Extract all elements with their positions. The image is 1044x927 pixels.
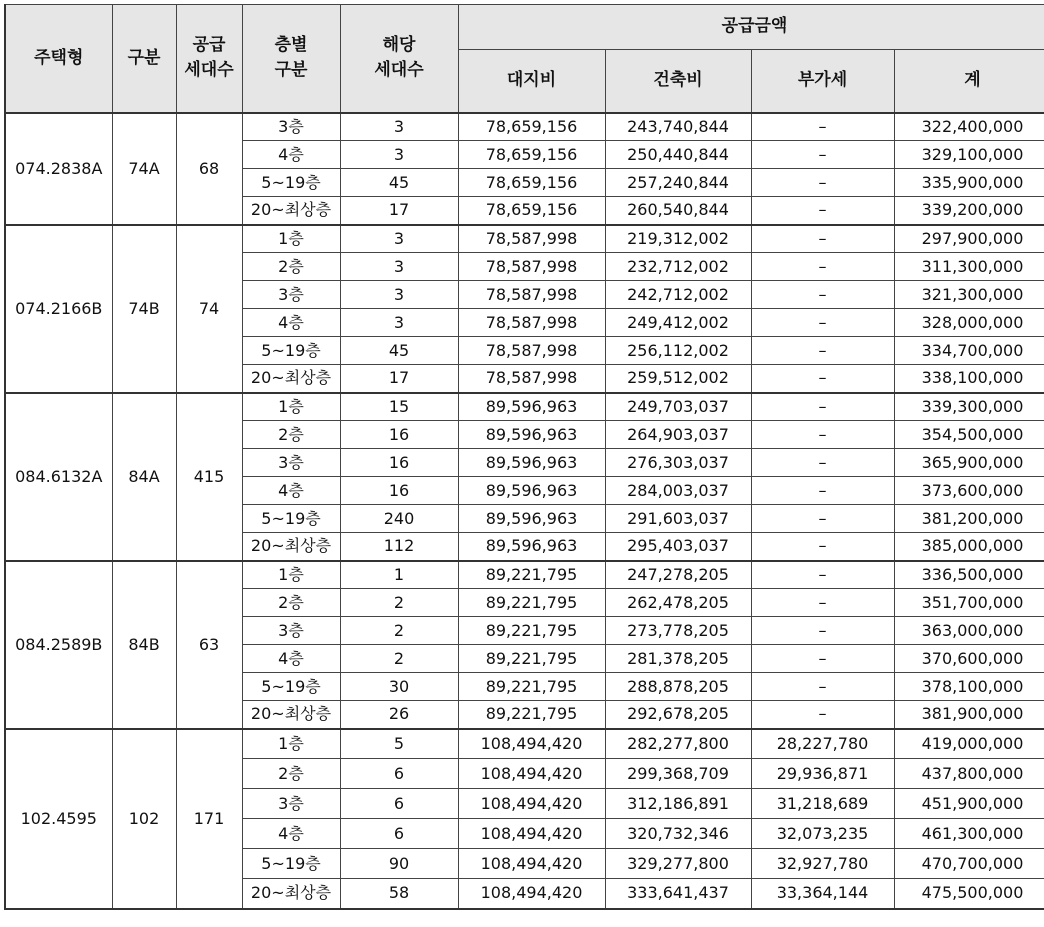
vat-cell: – (751, 113, 894, 141)
table-row (5, 113, 1044, 141)
class-cell: 74B (112, 225, 176, 393)
floor-cell: 1층 (242, 561, 340, 589)
header-building-cost: 건축비 (605, 50, 751, 113)
floor-cell: 4층 (242, 645, 340, 673)
land-cost-cell: 78,659,156 (458, 197, 605, 225)
units-cell: 3 (340, 309, 458, 337)
land-cost-cell: 108,494,420 (458, 729, 605, 759)
land-cost-cell: 78,587,998 (458, 365, 605, 393)
supply-units-cell: 63 (176, 561, 242, 729)
floor-cell: 4층 (242, 309, 340, 337)
vat-cell: – (751, 141, 894, 169)
housing-type-cell: 084.6132A (5, 393, 112, 561)
floor-cell: 20~최상층 (242, 533, 340, 561)
total-cell: 365,900,000 (894, 449, 1044, 477)
units-cell: 5 (340, 729, 458, 759)
building-cost-cell: 288,878,205 (605, 673, 751, 701)
vat-cell: – (751, 253, 894, 281)
building-cost-cell: 262,478,205 (605, 589, 751, 617)
building-cost-cell: 259,512,002 (605, 365, 751, 393)
building-cost-cell: 284,003,037 (605, 477, 751, 505)
header-housing-type: 주택형 (5, 5, 112, 113)
table-row (5, 225, 1044, 253)
units-cell: 58 (340, 879, 458, 909)
table-row (5, 393, 1044, 421)
floor-cell: 5~19층 (242, 849, 340, 879)
total-cell: 381,200,000 (894, 505, 1044, 533)
units-cell: 3 (340, 113, 458, 141)
building-cost-cell: 257,240,844 (605, 169, 751, 197)
land-cost-cell: 89,596,963 (458, 421, 605, 449)
vat-cell: – (751, 701, 894, 729)
header-units: 해당 세대수 (340, 5, 458, 113)
vat-cell: – (751, 309, 894, 337)
vat-cell: – (751, 505, 894, 533)
floor-cell: 20~최상층 (242, 879, 340, 909)
land-cost-cell: 78,659,156 (458, 169, 605, 197)
units-cell: 26 (340, 701, 458, 729)
land-cost-cell: 89,221,795 (458, 617, 605, 645)
land-cost-cell: 89,596,963 (458, 533, 605, 561)
total-cell: 328,000,000 (894, 309, 1044, 337)
building-cost-cell: 249,703,037 (605, 393, 751, 421)
total-cell: 381,900,000 (894, 701, 1044, 729)
header-supply-units: 공급 세대수 (176, 5, 242, 113)
total-cell: 338,100,000 (894, 365, 1044, 393)
floor-cell: 4층 (242, 141, 340, 169)
land-cost-cell: 89,596,963 (458, 505, 605, 533)
land-cost-cell: 108,494,420 (458, 819, 605, 849)
vat-cell: – (751, 561, 894, 589)
units-cell: 16 (340, 449, 458, 477)
header-class: 구분 (112, 5, 176, 113)
floor-cell: 5~19층 (242, 505, 340, 533)
floor-cell: 20~최상층 (242, 701, 340, 729)
land-cost-cell: 108,494,420 (458, 759, 605, 789)
land-cost-cell: 89,596,963 (458, 477, 605, 505)
supply-units-cell: 68 (176, 113, 242, 225)
building-cost-cell: 250,440,844 (605, 141, 751, 169)
supply-price-table-container (4, 4, 1044, 910)
units-cell: 17 (340, 197, 458, 225)
building-cost-cell: 276,303,037 (605, 449, 751, 477)
total-cell: 297,900,000 (894, 225, 1044, 253)
total-cell: 335,900,000 (894, 169, 1044, 197)
vat-cell: – (751, 673, 894, 701)
floor-cell: 5~19층 (242, 337, 340, 365)
vat-cell: 29,936,871 (751, 759, 894, 789)
land-cost-cell: 89,221,795 (458, 645, 605, 673)
units-cell: 2 (340, 645, 458, 673)
total-cell: 451,900,000 (894, 789, 1044, 819)
floor-cell: 20~최상층 (242, 197, 340, 225)
floor-cell: 2층 (242, 759, 340, 789)
building-cost-cell: 282,277,800 (605, 729, 751, 759)
floor-cell: 3층 (242, 449, 340, 477)
total-cell: 329,100,000 (894, 141, 1044, 169)
total-cell: 321,300,000 (894, 281, 1044, 309)
building-cost-cell: 264,903,037 (605, 421, 751, 449)
total-cell: 373,600,000 (894, 477, 1044, 505)
vat-cell: 32,073,235 (751, 819, 894, 849)
floor-cell: 3층 (242, 281, 340, 309)
class-cell: 74A (112, 113, 176, 225)
units-cell: 3 (340, 281, 458, 309)
supply-units-cell: 415 (176, 393, 242, 561)
units-cell: 6 (340, 759, 458, 789)
class-cell: 84A (112, 393, 176, 561)
total-cell: 378,100,000 (894, 673, 1044, 701)
class-cell: 84B (112, 561, 176, 729)
land-cost-cell: 78,587,998 (458, 337, 605, 365)
land-cost-cell: 78,587,998 (458, 225, 605, 253)
floor-cell: 1층 (242, 225, 340, 253)
floor-cell: 20~최상층 (242, 365, 340, 393)
vat-cell: – (751, 225, 894, 253)
floor-cell: 5~19층 (242, 673, 340, 701)
floor-cell: 1층 (242, 729, 340, 759)
building-cost-cell: 320,732,346 (605, 819, 751, 849)
units-cell: 3 (340, 225, 458, 253)
housing-type-cell: 074.2838A (5, 113, 112, 225)
floor-cell: 3층 (242, 617, 340, 645)
land-cost-cell: 89,596,963 (458, 393, 605, 421)
floor-cell: 2층 (242, 253, 340, 281)
vat-cell: – (751, 645, 894, 673)
floor-cell: 5~19층 (242, 169, 340, 197)
building-cost-cell: 291,603,037 (605, 505, 751, 533)
vat-cell: – (751, 589, 894, 617)
vat-cell: 32,927,780 (751, 849, 894, 879)
total-cell: 311,300,000 (894, 253, 1044, 281)
building-cost-cell: 295,403,037 (605, 533, 751, 561)
header-land-cost: 대지비 (458, 50, 605, 113)
land-cost-cell: 89,221,795 (458, 673, 605, 701)
units-cell: 3 (340, 253, 458, 281)
building-cost-cell: 333,641,437 (605, 879, 751, 909)
header-floor: 층별 구분 (242, 5, 340, 113)
land-cost-cell: 89,221,795 (458, 589, 605, 617)
table-header (5, 5, 1044, 113)
total-cell: 437,800,000 (894, 759, 1044, 789)
units-cell: 30 (340, 673, 458, 701)
units-cell: 17 (340, 365, 458, 393)
units-cell: 6 (340, 819, 458, 849)
land-cost-cell: 78,587,998 (458, 253, 605, 281)
total-cell: 351,700,000 (894, 589, 1044, 617)
class-cell: 102 (112, 729, 176, 909)
table-row (5, 561, 1044, 589)
header-supply-price: 공급금액 (458, 5, 1044, 50)
building-cost-cell: 242,712,002 (605, 281, 751, 309)
total-cell: 470,700,000 (894, 849, 1044, 879)
land-cost-cell: 108,494,420 (458, 849, 605, 879)
units-cell: 1 (340, 561, 458, 589)
units-cell: 240 (340, 505, 458, 533)
building-cost-cell: 292,678,205 (605, 701, 751, 729)
housing-type-cell: 074.2166B (5, 225, 112, 393)
total-cell: 461,300,000 (894, 819, 1044, 849)
vat-cell: – (751, 393, 894, 421)
land-cost-cell: 78,659,156 (458, 113, 605, 141)
header-total: 계 (894, 50, 1044, 113)
land-cost-cell: 78,659,156 (458, 141, 605, 169)
vat-cell: 31,218,689 (751, 789, 894, 819)
total-cell: 385,000,000 (894, 533, 1044, 561)
total-cell: 354,500,000 (894, 421, 1044, 449)
units-cell: 112 (340, 533, 458, 561)
building-cost-cell: 273,778,205 (605, 617, 751, 645)
building-cost-cell: 219,312,002 (605, 225, 751, 253)
building-cost-cell: 281,378,205 (605, 645, 751, 673)
total-cell: 363,000,000 (894, 617, 1044, 645)
building-cost-cell: 256,112,002 (605, 337, 751, 365)
total-cell: 475,500,000 (894, 879, 1044, 909)
units-cell: 90 (340, 849, 458, 879)
total-cell: 419,000,000 (894, 729, 1044, 759)
housing-type-cell: 084.2589B (5, 561, 112, 729)
floor-cell: 2층 (242, 589, 340, 617)
floor-cell: 1층 (242, 393, 340, 421)
land-cost-cell: 78,587,998 (458, 281, 605, 309)
units-cell: 3 (340, 141, 458, 169)
building-cost-cell: 260,540,844 (605, 197, 751, 225)
total-cell: 370,600,000 (894, 645, 1044, 673)
total-cell: 334,700,000 (894, 337, 1044, 365)
building-cost-cell: 247,278,205 (605, 561, 751, 589)
housing-type-cell: 102.4595 (5, 729, 112, 909)
building-cost-cell: 329,277,800 (605, 849, 751, 879)
total-cell: 322,400,000 (894, 113, 1044, 141)
floor-cell: 3층 (242, 113, 340, 141)
units-cell: 15 (340, 393, 458, 421)
vat-cell: – (751, 197, 894, 225)
land-cost-cell: 89,596,963 (458, 449, 605, 477)
floor-cell: 2층 (242, 421, 340, 449)
land-cost-cell: 108,494,420 (458, 879, 605, 909)
total-cell: 339,300,000 (894, 393, 1044, 421)
total-cell: 339,200,000 (894, 197, 1044, 225)
units-cell: 16 (340, 477, 458, 505)
building-cost-cell: 312,186,891 (605, 789, 751, 819)
supply-units-cell: 171 (176, 729, 242, 909)
units-cell: 45 (340, 169, 458, 197)
vat-cell: – (751, 365, 894, 393)
building-cost-cell: 249,412,002 (605, 309, 751, 337)
floor-cell: 3층 (242, 789, 340, 819)
vat-cell: – (751, 421, 894, 449)
vat-cell: – (751, 337, 894, 365)
building-cost-cell: 243,740,844 (605, 113, 751, 141)
vat-cell: – (751, 281, 894, 309)
building-cost-cell: 299,368,709 (605, 759, 751, 789)
table-row (5, 729, 1044, 759)
building-cost-cell: 232,712,002 (605, 253, 751, 281)
header-vat: 부가세 (751, 50, 894, 113)
vat-cell: – (751, 477, 894, 505)
floor-cell: 4층 (242, 819, 340, 849)
vat-cell: 28,227,780 (751, 729, 894, 759)
units-cell: 45 (340, 337, 458, 365)
land-cost-cell: 89,221,795 (458, 561, 605, 589)
supply-units-cell: 74 (176, 225, 242, 393)
vat-cell: – (751, 449, 894, 477)
vat-cell: 33,364,144 (751, 879, 894, 909)
vat-cell: – (751, 533, 894, 561)
vat-cell: – (751, 617, 894, 645)
floor-cell: 4층 (242, 477, 340, 505)
table-body (5, 113, 1044, 909)
land-cost-cell: 78,587,998 (458, 309, 605, 337)
units-cell: 6 (340, 789, 458, 819)
land-cost-cell: 108,494,420 (458, 789, 605, 819)
units-cell: 16 (340, 421, 458, 449)
units-cell: 2 (340, 589, 458, 617)
land-cost-cell: 89,221,795 (458, 701, 605, 729)
units-cell: 2 (340, 617, 458, 645)
total-cell: 336,500,000 (894, 561, 1044, 589)
supply-price-table (4, 4, 1044, 910)
vat-cell: – (751, 169, 894, 197)
